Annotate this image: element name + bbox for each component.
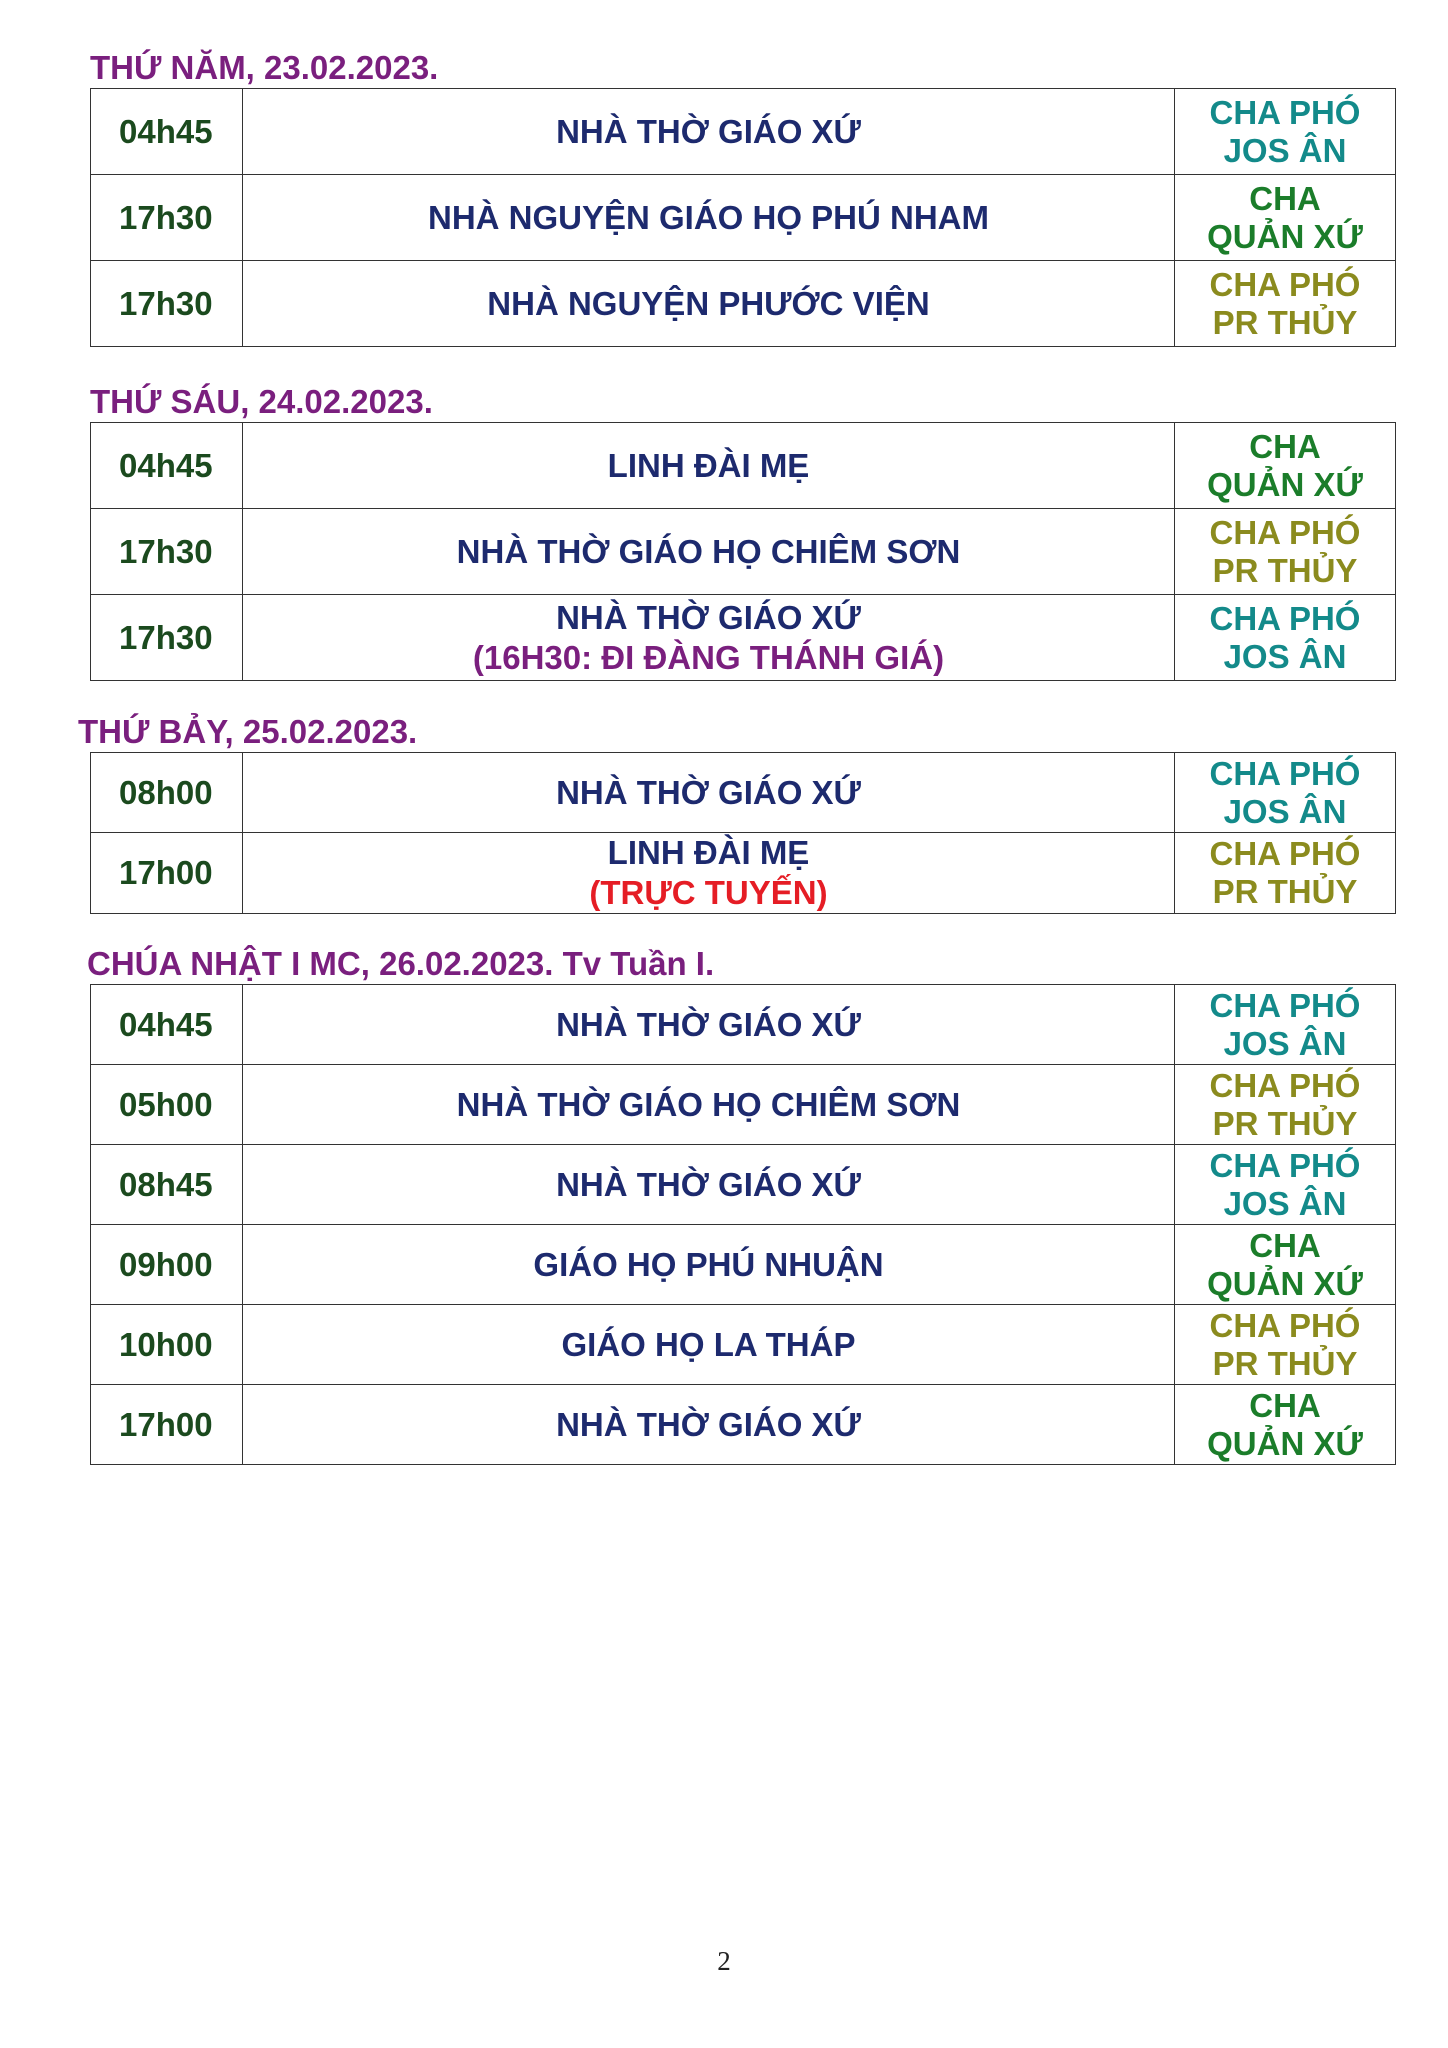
place-name: LINH ĐÀI MẸ	[607, 834, 810, 871]
priest-title: CHA PHÓ	[1209, 1146, 1361, 1184]
priest-title: CHA PHÓ	[1209, 1306, 1361, 1344]
priest-cell	[1175, 833, 1396, 914]
priest-name: QUẢN XỨ	[1207, 465, 1363, 503]
priest-cell	[1175, 985, 1396, 1065]
priest-title: CHA PHÓ	[1209, 986, 1361, 1024]
priest-title: CHA PHÓ	[1209, 1066, 1361, 1104]
priest-cell	[1175, 175, 1396, 261]
priest-cell	[1175, 1145, 1396, 1225]
table-row	[91, 1065, 1396, 1145]
priest-cell	[1175, 423, 1396, 509]
time-cell: 08h45	[91, 1145, 243, 1225]
table-row	[91, 985, 1396, 1065]
priest-cell	[1175, 89, 1396, 175]
place-name: NHÀ THỜ GIÁO XỨ	[556, 598, 861, 636]
day-section-friday	[90, 382, 1396, 681]
priest-title: CHA PHÓ	[1209, 599, 1361, 637]
priest-name: JOS ÂN	[1223, 1024, 1347, 1062]
priest-title: CHA PHÓ	[1209, 835, 1361, 872]
place-cell: NHÀ THỜ GIÁO XỨ	[243, 1145, 1175, 1225]
priest-cell	[1175, 1225, 1396, 1305]
priest-name: JOS ÂN	[1223, 637, 1347, 675]
place-cell: GIÁO HỌ PHÚ NHUẬN	[243, 1225, 1175, 1305]
day-section-saturday	[78, 712, 1396, 914]
time-cell: 17h00	[91, 1385, 243, 1465]
place-cell: NHÀ NGUYỆN GIÁO HỌ PHÚ NHAM	[243, 175, 1175, 261]
priest-cell	[1175, 261, 1396, 347]
priest-name: QUẢN XỨ	[1207, 1424, 1363, 1462]
table-row	[91, 423, 1396, 509]
priest-title: CHA PHÓ	[1209, 754, 1361, 792]
schedule-table	[90, 752, 1396, 914]
time-cell: 17h00	[91, 833, 243, 914]
place-cell: GIÁO HỌ LA THÁP	[243, 1305, 1175, 1385]
time-cell: 17h30	[91, 595, 243, 681]
table-row	[91, 509, 1396, 595]
page-number: 2	[717, 1946, 731, 1976]
priest-title: CHA	[1249, 1386, 1321, 1424]
priest-name: PR THỦY	[1212, 873, 1358, 910]
place-cell: NHÀ THỜ GIÁO XỨ	[243, 89, 1175, 175]
table-row	[91, 753, 1396, 833]
time-cell: 09h00	[91, 1225, 243, 1305]
priest-name: QUẢN XỨ	[1207, 1264, 1363, 1302]
priest-cell	[1175, 595, 1396, 681]
time-cell: 05h00	[91, 1065, 243, 1145]
priest-cell	[1175, 753, 1396, 833]
table-row	[91, 1305, 1396, 1385]
day-heading: THỨ NĂM, 23.02.2023.	[90, 49, 439, 86]
priest-name: PR THỦY	[1212, 551, 1358, 589]
priest-name: PR THỦY	[1212, 1104, 1358, 1142]
time-cell: 10h00	[91, 1305, 243, 1385]
place-cell: NHÀ NGUYỆN PHƯỚC VIỆN	[243, 261, 1175, 347]
time-cell: 04h45	[91, 423, 243, 509]
place-note: (TRỰC TUYẾN)	[589, 874, 828, 911]
place-cell: NHÀ THỜ GIÁO HỌ CHIÊM SƠN	[243, 1065, 1175, 1145]
priest-title: CHA	[1249, 427, 1321, 465]
priest-cell	[1175, 1385, 1396, 1465]
priest-name: JOS ÂN	[1223, 1184, 1347, 1222]
priest-name: QUẢN XỨ	[1207, 217, 1363, 255]
priest-name: JOS ÂN	[1223, 792, 1347, 830]
place-cell: NHÀ THỜ GIÁO XỨ	[243, 1385, 1175, 1465]
schedule-table	[90, 422, 1396, 681]
schedule-table	[90, 984, 1396, 1465]
schedule-table	[90, 88, 1396, 347]
table-row	[91, 833, 1396, 914]
place-cell	[243, 833, 1175, 914]
priest-cell	[1175, 1305, 1396, 1385]
priest-title: CHA PHÓ	[1209, 513, 1361, 551]
table-row	[91, 261, 1396, 347]
priest-title: CHA PHÓ	[1209, 93, 1361, 131]
day-heading: THỨ SÁU, 24.02.2023.	[90, 383, 433, 420]
time-cell: 04h45	[91, 89, 243, 175]
priest-title: CHA	[1249, 1226, 1321, 1264]
table-row	[91, 1225, 1396, 1305]
time-cell: 17h30	[91, 175, 243, 261]
place-cell	[243, 595, 1175, 681]
priest-cell	[1175, 509, 1396, 595]
day-section-sunday	[87, 944, 1396, 1465]
day-section-thursday	[90, 48, 1396, 347]
priest-name: JOS ÂN	[1223, 131, 1347, 169]
priest-name: PR THỦY	[1212, 1344, 1358, 1382]
priest-title: CHA PHÓ	[1209, 265, 1361, 303]
day-heading: CHÚA NHẬT I MC, 26.02.2023. Tv Tuần I.	[87, 945, 715, 982]
place-cell: NHÀ THỜ GIÁO XỨ	[243, 753, 1175, 833]
table-row	[91, 1145, 1396, 1225]
priest-name: PR THỦY	[1212, 303, 1358, 341]
priest-title: CHA	[1249, 179, 1321, 217]
time-cell: 08h00	[91, 753, 243, 833]
table-row	[91, 595, 1396, 681]
day-heading: THỨ BẢY, 25.02.2023.	[78, 713, 418, 750]
place-cell: NHÀ THỜ GIÁO XỨ	[243, 985, 1175, 1065]
table-row	[91, 175, 1396, 261]
priest-cell	[1175, 1065, 1396, 1145]
table-row	[91, 1385, 1396, 1465]
place-cell: LINH ĐÀI MẸ	[243, 423, 1175, 509]
time-cell: 17h30	[91, 261, 243, 347]
time-cell: 17h30	[91, 509, 243, 595]
place-cell: NHÀ THỜ GIÁO HỌ CHIÊM SƠN	[243, 509, 1175, 595]
table-row	[91, 89, 1396, 175]
time-cell: 04h45	[91, 985, 243, 1065]
place-note: (16H30: ĐI ĐÀNG THÁNH GIÁ)	[472, 638, 945, 676]
